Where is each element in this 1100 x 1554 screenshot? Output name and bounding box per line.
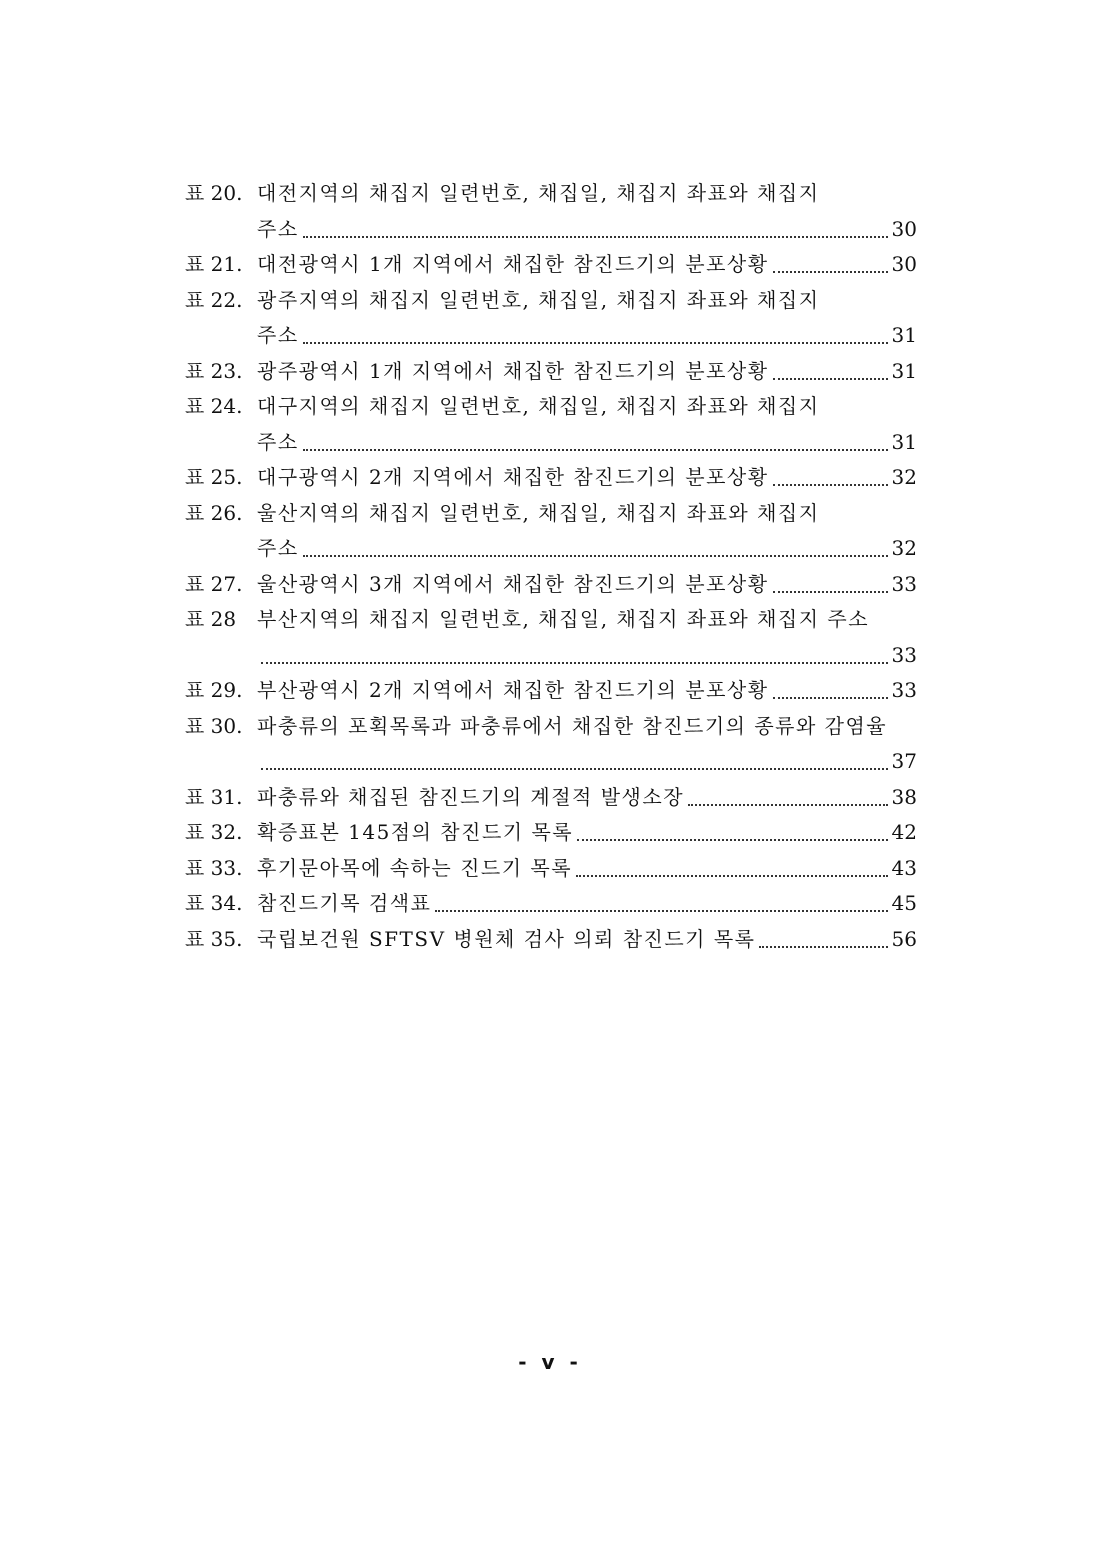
toc-page-number: 31: [891, 429, 917, 454]
toc-title: 부산광역시 2개 지역에서 채집한 참진드기의 분포상황: [257, 678, 769, 702]
dot-leader: [773, 377, 888, 380]
dot-leader: [303, 448, 888, 451]
toc-entry-29[interactable]: [185, 673, 917, 709]
toc-title: 부산지역의 채집지 일련번호, 채집일, 채집지 좌표와 채집지 주소: [257, 607, 870, 631]
toc-label: 표 33.: [185, 855, 243, 880]
dot-leader: [773, 483, 888, 486]
toc-title: 울산지역의 채집지 일련번호, 채집일, 채집지 좌표와 채집지: [257, 500, 820, 525]
toc-title: 확증표본 145점의 참진드기 목록: [257, 820, 574, 844]
toc-title: 대구광역시 2개 지역에서 채집한 참진드기의 분포상황: [257, 465, 769, 489]
dot-leader: [577, 838, 887, 841]
toc-title: 후기문아목에 속하는 진드기 목록: [257, 855, 573, 880]
toc-title: 파충류의 포획목록과 파충류에서 채집한 참진드기의 종류와 감염율: [257, 713, 888, 738]
dot-leader: [576, 874, 887, 877]
toc-title: 대전광역시 1개 지역에서 채집한 참진드기의 분포상황: [257, 252, 769, 276]
dot-leader: [435, 909, 887, 912]
toc-page-number: 33: [891, 642, 917, 667]
toc-page-number: 38: [891, 784, 917, 809]
toc-label: 표 31.: [185, 784, 243, 809]
toc-title: 국립보건원 SFTSV 병원체 검사 의뢰 참진드기 목록: [257, 926, 756, 951]
toc-title: 대구지역의 채집지 일련번호, 채집일, 채집지 좌표와 채집지: [257, 394, 820, 418]
toc-title: 울산광역시 3개 지역에서 채집한 참진드기의 분포상황: [257, 571, 769, 596]
dot-leader: [303, 341, 888, 344]
toc-page-number: 56: [891, 926, 917, 951]
toc-page-number: 33: [891, 678, 917, 702]
toc-entry-21[interactable]: [185, 247, 917, 283]
dot-leader: [759, 945, 887, 948]
dot-leader: [773, 696, 888, 699]
dot-leader: [773, 270, 888, 273]
toc-title: 파충류와 채집된 참진드기의 계절적 발생소장: [257, 784, 685, 809]
toc-entry-25[interactable]: [185, 460, 917, 496]
toc-entry-20[interactable]: [185, 176, 917, 247]
toc-page-number: 43: [891, 855, 917, 880]
toc-page-number: 45: [891, 891, 917, 915]
page-number-footer: - v -: [518, 1350, 582, 1374]
toc-entry-22[interactable]: [185, 283, 917, 354]
toc-label: 표 20.: [185, 181, 243, 205]
toc-label: 표 21.: [185, 252, 243, 276]
toc-title-continued: 주소: [257, 323, 299, 347]
toc-entry-28[interactable]: [185, 602, 917, 673]
toc-page-number: 30: [891, 252, 917, 276]
toc-label: 표 29.: [185, 678, 243, 702]
toc-label: 표 27.: [185, 571, 243, 596]
toc-entry-32[interactable]: [185, 815, 917, 851]
toc-entry-23[interactable]: [185, 354, 917, 390]
toc-label: 표 26.: [185, 500, 243, 525]
toc-title-continued: 주소: [257, 429, 299, 454]
toc-entry-30[interactable]: [185, 709, 917, 780]
toc-entry-33[interactable]: [185, 851, 917, 887]
toc-page-number: 42: [891, 820, 917, 844]
toc-title: 대전지역의 채집지 일련번호, 채집일, 채집지 좌표와 채집지: [257, 181, 820, 205]
toc-page-number: 31: [891, 323, 917, 347]
toc-page-number: 33: [891, 571, 917, 596]
toc-title: 참진드기목 검색표: [257, 891, 432, 915]
toc-label: 표 34.: [185, 891, 243, 915]
toc-page-number: 32: [891, 465, 917, 489]
toc-entry-27[interactable]: [185, 567, 917, 603]
toc-label: 표 24.: [185, 394, 243, 418]
toc-label: 표 30.: [185, 713, 243, 738]
toc-label: 표 25.: [185, 465, 243, 489]
dot-leader: [303, 554, 888, 557]
dot-leader: [261, 767, 888, 770]
toc-label: 표 32.: [185, 820, 243, 844]
toc-entry-26[interactable]: [185, 496, 917, 567]
toc-entry-35[interactable]: [185, 922, 917, 958]
toc-label: 표 22.: [185, 287, 243, 312]
toc-entry-34[interactable]: [185, 886, 917, 922]
toc-label: 표 28: [185, 607, 237, 631]
toc-label: 표 23.: [185, 358, 243, 383]
dot-leader: [261, 661, 888, 664]
toc-title: 광주지역의 채집지 일련번호, 채집일, 채집지 좌표와 채집지: [257, 287, 820, 312]
toc-title-continued: 주소: [257, 216, 299, 241]
toc-page-number: 32: [891, 536, 917, 560]
dot-leader: [773, 590, 888, 593]
toc-entry-24[interactable]: [185, 389, 917, 460]
table-of-contents: [185, 176, 917, 957]
toc-label: 표 35.: [185, 926, 243, 951]
dot-leader: [688, 803, 888, 806]
toc-entry-31[interactable]: [185, 780, 917, 816]
toc-page-number: 37: [891, 749, 917, 773]
toc-page-number: 30: [891, 216, 917, 241]
toc-title-continued: 주소: [257, 536, 299, 560]
toc-title: 광주광역시 1개 지역에서 채집한 참진드기의 분포상황: [257, 358, 769, 383]
toc-page-number: 31: [891, 358, 917, 383]
dot-leader: [303, 235, 888, 238]
